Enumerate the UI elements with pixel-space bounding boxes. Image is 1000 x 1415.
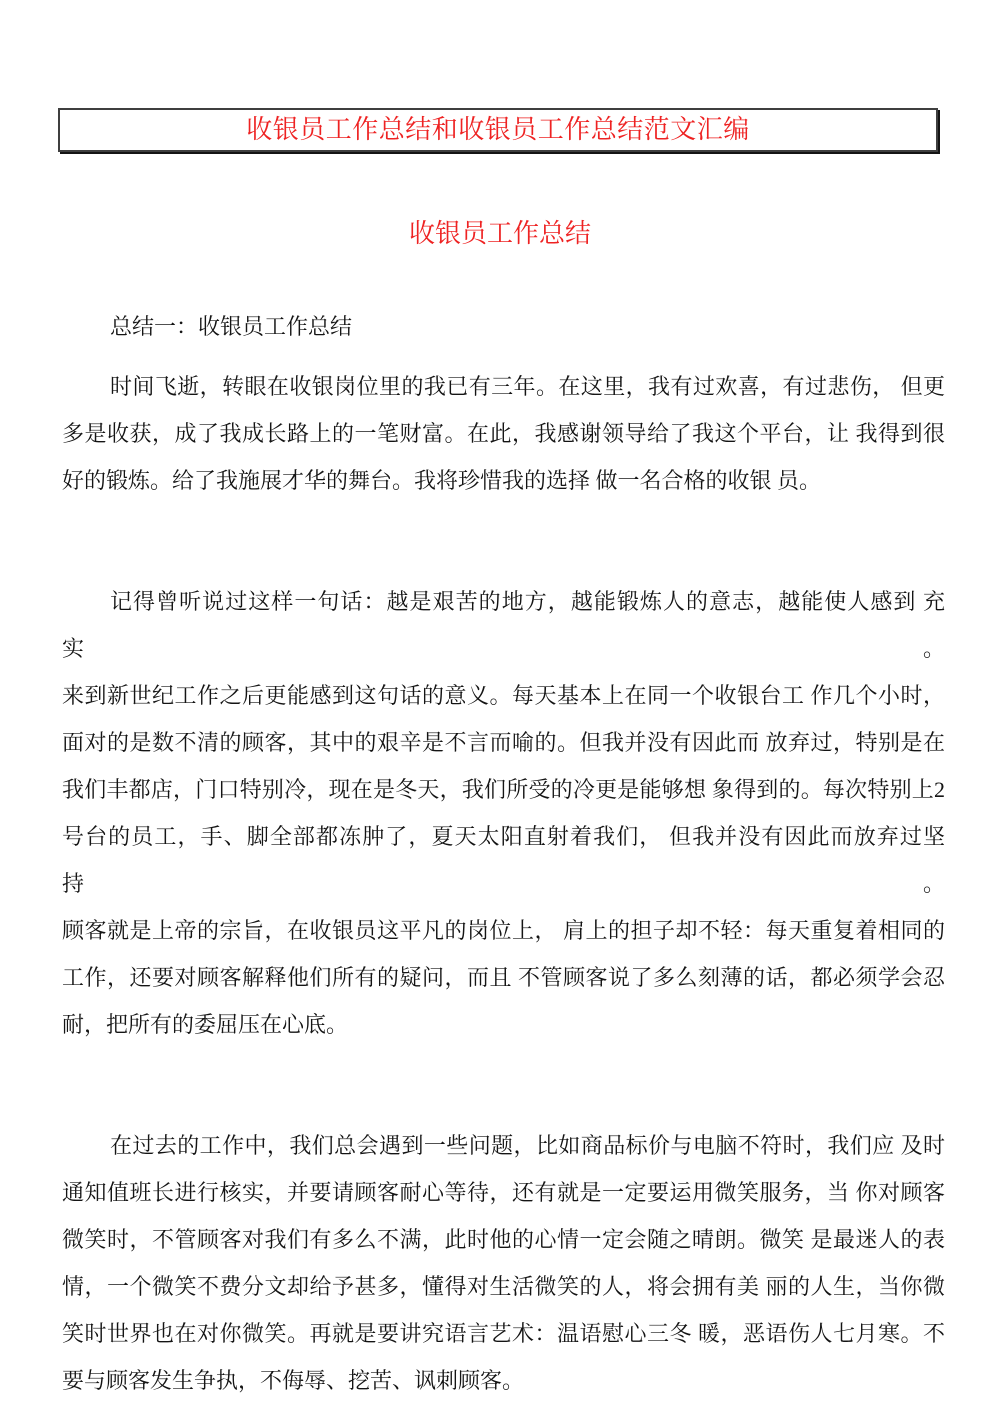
boxed-title: 收银员工作总结和收银员工作总结范文汇编: [246, 115, 750, 144]
page-title: 收银员工作总结: [408, 219, 591, 248]
paragraph-line: 笑时世界也在对你微笑。再就是要讲究语言艺术：温语慰心三冬 暖，恶语伤人七月寒。不: [62, 1321, 945, 1346]
paragraph-line: 来到新世纪工作之后更能感到这句话的意义。每天基本上在同一个收银台工 作几个小时，: [62, 683, 945, 708]
paragraph-line: 在过去的工作中，我们总会遇到一些问题，比如商品标价与电脑不符时，我们应 及时: [110, 1133, 945, 1158]
paragraph-line: 好的锻炼。给了我施展才华的舞台。我将珍惜我的选择 做一名合格的收银 员。: [62, 468, 822, 493]
paragraph-line: 面对的是数不清的顾客，其中的艰辛是不言而喻的。但我并没有因此而 放弃过，特别是在: [62, 730, 945, 755]
paragraph-line: 多是收获，成了我成长路上的一笔财富。在此，我感谢领导给了我这个平台，让 我得到很: [62, 421, 945, 446]
paragraph-line: 号台的员工，手、脚全部都冻肿了，夏天太阳直射着我们， 但我并没有因此而放弃过坚持。: [62, 824, 945, 896]
paragraph-line: 情，一个微笑不费分文却给予甚多，懂得对生活微笑的人，将会拥有美 丽的人生，当你微: [62, 1274, 945, 1299]
paragraph-line: 耐，把所有的委屈压在心底。: [62, 1012, 349, 1037]
paragraph-line: 总结一：收银员工作总结: [110, 314, 353, 339]
paragraph-line: 我们丰都店，门口特别冷，现在是冬天，我们所受的冷更是能够想 象得到的。每次特别上2: [62, 777, 945, 802]
paragraph: [62, 1122, 945, 1404]
paragraph: [62, 363, 945, 504]
paragraph-line: 通知值班长进行核实，并要请顾客耐心等待，还有就是一定要运用微笑服务，当 你对顾客: [62, 1180, 945, 1205]
document-body: [62, 303, 945, 1404]
paragraph-line: 时间飞逝，转眼在收银岗位里的我已有三年。在这里，我有过欢喜，有过悲伤， 但更: [110, 374, 945, 399]
paragraph-line: 记得曾听说过这样一句话：越是艰苦的地方，越能锻炼人的意志，越能使人感到 充实。: [62, 589, 945, 661]
paragraph-line: 工作，还要对顾客解释他们所有的疑问，而且 不管顾客说了多么刻薄的话，都必须学会忍: [62, 965, 945, 990]
paragraph: [62, 303, 945, 350]
paragraph-line: 要与顾客发生争执，不侮辱、挖苦、讽刺顾客。: [62, 1368, 525, 1393]
paragraph-line: 微笑时，不管顾客对我们有多么不满，此时他的心情一定会随之晴朗。微笑 是最迷人的表: [62, 1227, 945, 1252]
boxed-title-container: [58, 108, 938, 152]
paragraph-line: 顾客就是上帝的宗旨，在收银员这平凡的岗位上， 肩上的担子却不轻：每天重复着相同的: [62, 918, 945, 943]
paragraph: [62, 578, 945, 1048]
